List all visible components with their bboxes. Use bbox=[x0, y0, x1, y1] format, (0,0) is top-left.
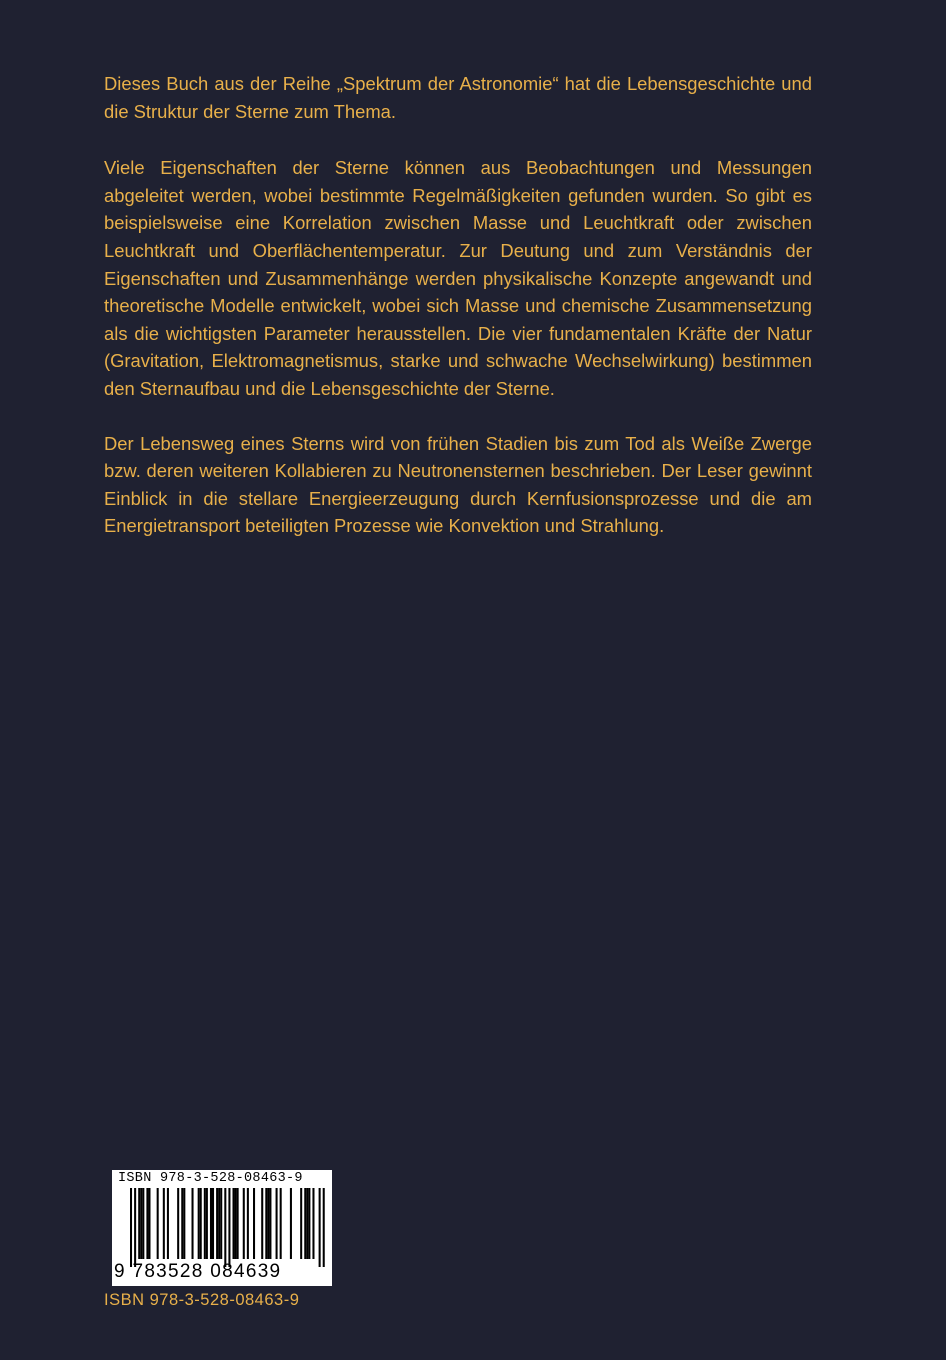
barcode-bar bbox=[308, 1188, 310, 1259]
barcode-bar bbox=[304, 1188, 306, 1259]
barcode-bar bbox=[228, 1188, 230, 1267]
paragraph-lifecycle: Der Lebensweg eines Sterns wird von frühen Stadien bis zum Tod als Weiße Zwerge bzw. deren weiteren Kollabieren zu Neutronensternen beschrieben. Der Leser gewinnt Einblick in die stellare Energieerzeugung durch Kernfusionsprozesse und die am Energietransport beteiligten Prozesse wie Konvektion und Strahlung. bbox=[104, 432, 812, 537]
barcode-isbn-label: ISBN 978-3-528-08463-9 bbox=[118, 1171, 303, 1186]
barcode-bar bbox=[192, 1188, 194, 1259]
paragraph-properties: Viele Eigenschaften der Sterne können aus Beobachtungen und Messungen abgeleitet werden, wobei bestimmte Regelmäßigkeiten gefunden wurden. So gibt es beispielsweise eine Korrelation zwischen Masse und Leuchtkraft oder zwischen Leuchtkraft und Oberflächentemperatur. Zur Deutung und zum Verständnis der Eigenschaften und Zusammenhänge werden physikalische Konzepte angewandt und theoretische Modelle entwickelt, wobei sich Masse und chemische Zusammensetzung als die wichtigsten Parameter herausstellen. Die vier fundamentalen Kräfte der Natur (Gravitation, Elektromagnetismus, starke und schwache Wechselwirkung) bestimmen den Sternaufbau und die Lebensgeschichte der Sterne. bbox=[104, 157, 812, 399]
barcode-bar bbox=[200, 1188, 202, 1259]
barcode-bar bbox=[183, 1188, 185, 1259]
barcode-bar bbox=[218, 1188, 220, 1259]
barcode-bar bbox=[210, 1188, 212, 1259]
barcode-bar bbox=[157, 1188, 159, 1259]
barcode-bar bbox=[312, 1188, 314, 1259]
barcode-bar bbox=[247, 1188, 249, 1259]
barcode-bar bbox=[181, 1188, 183, 1259]
barcode-bar bbox=[167, 1188, 169, 1259]
barcode-bar bbox=[138, 1188, 140, 1259]
barcode-bar bbox=[261, 1188, 263, 1259]
barcode-bar bbox=[267, 1188, 269, 1259]
barcode-bar bbox=[220, 1188, 222, 1259]
barcode-bar bbox=[163, 1188, 165, 1259]
barcode-bar bbox=[206, 1188, 208, 1259]
barcode-bar bbox=[235, 1188, 237, 1259]
barcode-digits: 9 783528 084639 bbox=[114, 1261, 282, 1282]
barcode-bar bbox=[130, 1188, 132, 1267]
barcode-bar bbox=[233, 1188, 235, 1259]
barcode-bar bbox=[243, 1188, 245, 1259]
barcode-bar bbox=[134, 1188, 136, 1267]
barcode-bar bbox=[146, 1188, 148, 1259]
barcode-bar bbox=[224, 1188, 226, 1267]
barcode-bar bbox=[306, 1188, 308, 1259]
barcode-bar bbox=[269, 1188, 271, 1259]
barcode-bar bbox=[280, 1188, 282, 1259]
barcode-bar bbox=[290, 1188, 292, 1259]
barcode-bar bbox=[142, 1188, 144, 1259]
barcode bbox=[112, 1170, 332, 1286]
barcode-bar bbox=[198, 1188, 200, 1259]
barcode-bar bbox=[319, 1188, 321, 1267]
barcode-bar bbox=[140, 1188, 142, 1259]
barcode-bar bbox=[216, 1188, 218, 1259]
barcode-bar bbox=[177, 1188, 179, 1259]
barcode-bar bbox=[237, 1188, 239, 1259]
paragraph-intro: Dieses Buch aus der Reihe „Spektrum der Astronomie“ hat die Lebensgeschichte und die Struktur der Sterne zum Thema. bbox=[104, 73, 812, 122]
isbn-footer: ISBN 978-3-528-08463-9 bbox=[104, 1291, 300, 1309]
blurb-text bbox=[104, 70, 812, 567]
barcode-bar bbox=[148, 1188, 150, 1259]
barcode-bar bbox=[212, 1188, 214, 1259]
barcode-bar bbox=[253, 1188, 255, 1259]
barcode-bar bbox=[323, 1188, 325, 1267]
barcode-bar bbox=[300, 1188, 302, 1259]
barcode-bar bbox=[276, 1188, 278, 1259]
barcode-bar bbox=[204, 1188, 206, 1259]
barcode-bar bbox=[265, 1188, 267, 1259]
